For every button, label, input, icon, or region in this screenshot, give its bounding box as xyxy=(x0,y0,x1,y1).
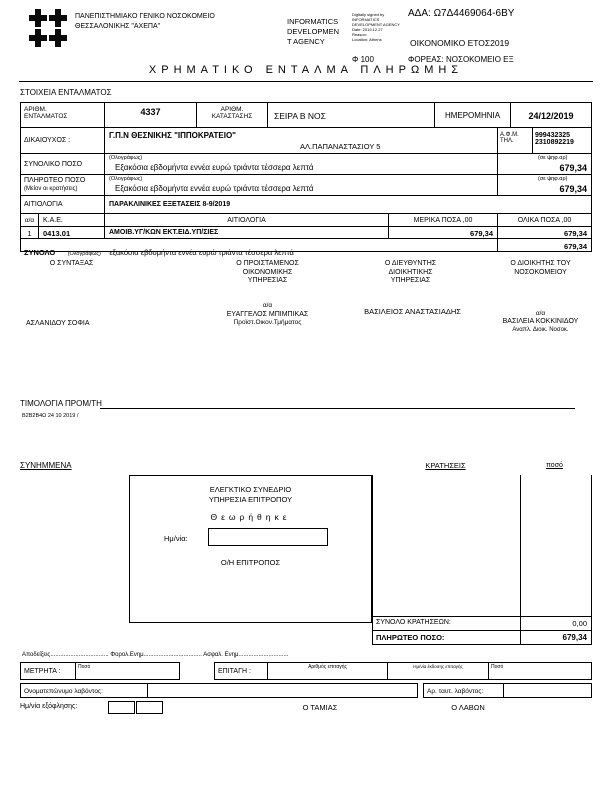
governor-title-l1: Ο ΔΙΟΙΚΗΤΗΣ ΤΟΥ xyxy=(510,260,571,267)
digital-signature-stamp xyxy=(352,12,408,42)
tel-label: ΤΗΛ. xyxy=(500,138,514,144)
beneficiary-cell xyxy=(104,127,498,154)
cheque-date-label: Ημ/νία έκδοσης επιταγής xyxy=(413,664,463,669)
agency-name: ΦΟΡΕΑΣ: ΝΟΣΟΚΟΜΕΙΟ ΕΞ xyxy=(408,55,514,64)
admin-dir-title-l3: ΥΠΗΡΕΣΙΑΣ xyxy=(390,277,431,284)
cheque-amount-label: Ποσό xyxy=(491,664,504,670)
in-digits-label: (σε ψηφ.αρ) xyxy=(538,176,568,182)
item-row-kae: 0413.01 xyxy=(38,226,105,239)
afm-tel-value-cell xyxy=(532,127,592,154)
cheque-amount-box xyxy=(488,662,592,680)
order-no-label-l2: ΕΝΤΑΛΜΑΤΟΣ xyxy=(24,113,68,120)
tel-value: 2310892219 xyxy=(535,139,574,146)
admin-dir-title-l1: Ο ΔΙΕΥΘΥΝΤΗΣ xyxy=(384,260,437,267)
finance-head-title xyxy=(205,260,330,286)
item-row-aa: 1 xyxy=(20,226,39,239)
cash-amount-box xyxy=(75,662,180,680)
total-label-cell: ΣΥΝΟΛΙΚΟ ΠΟΣΟ xyxy=(20,153,105,175)
net-payable-label: ΠΛΗΡΩΤΕΟ ΠΟΣΟ: xyxy=(376,633,445,642)
cashier-label: Ο ΤΑΜΙΑΣ xyxy=(302,703,338,712)
beneficiary-address: ΑΛ.ΠΑΠΑΝΑΣΤΑΣΙΟΥ 5 xyxy=(300,142,381,151)
items-header-partial: ΜΕΡΙΚΑ ΠΟΣΑ ,00 xyxy=(388,213,498,227)
date-label-cell: ΗΜΕΡΟΜΗΝΙΑ xyxy=(434,102,511,128)
audit-commissioner-label: Ο/Η ΕΠΙΤΡΟΠΟΣ xyxy=(220,558,281,567)
payable-amount-cell xyxy=(497,174,592,196)
afm-label: Α.Φ.Μ. xyxy=(500,132,519,138)
signature-stamp-line: Location: Athens xyxy=(352,37,382,42)
invoices-label: ΤΙΜΟΛΟΓΙΑ ΠΡΟΜ/ΤΗ xyxy=(20,399,102,408)
date-value-cell: 24/12/2019 xyxy=(510,102,592,128)
payee-name-box xyxy=(147,683,418,698)
beneficiary-label-cell: ΔΙΚΑΙΟΥΧΟΣ : xyxy=(20,127,105,154)
signature-stamp-line: DEVELOPMENT AGENCY xyxy=(352,22,400,27)
items-header-kae: Κ.Α.Ε. xyxy=(38,213,105,227)
item-row-reason: ΑΜΟΙΒ.ΥΓ/ΚΩΝ ΕΚΤ.ΕΙΔ.ΥΠ/ΣΙΕΣ xyxy=(104,226,389,239)
total-amount-cell xyxy=(497,153,592,175)
audit-date-box xyxy=(208,528,328,546)
payable-label: ΠΛΗΡΩΤΕΟ ΠΟΣΟ xyxy=(24,177,86,184)
f-code: Φ 100 xyxy=(352,55,374,64)
receipts-line: Αποδείξεις................................... Φορολ.Ενημ................................... Ασφαλ. Ενημ.............................. xyxy=(22,652,289,658)
governor-aa: α/α xyxy=(535,310,546,317)
title-divider xyxy=(19,81,593,82)
amount-column-label: ποσό xyxy=(546,462,563,469)
settle-date-label: Ημ/νία εξόφλησης: xyxy=(20,703,78,710)
reason-value-cell: ΠΑΡΑΚΛΙΝΙΚΕΣ ΕΞΕΤΑΣΕΙΣ 8-9/2019 xyxy=(104,195,592,214)
item-row-total: 679,34 xyxy=(497,226,592,239)
cash-amount-label: Ποσό xyxy=(78,664,91,670)
hospital-cross-logo-icon xyxy=(28,8,68,48)
items-sum-amount: 679,34 xyxy=(497,238,592,252)
page-title: ΧΡΗΜΑΤΙΚΟ ΕΝΤΑΛΜΑ ΠΛΗΡΩΜΗΣ xyxy=(148,64,464,76)
finance-head-name: ΕΥΑΓΓΕΛΟΣ ΜΠΙΜΠΙΚΑΣ xyxy=(226,310,309,318)
attachments-label: ΣΥΝΗΜΜΕΝΑ xyxy=(20,461,72,470)
org-name-line1: ΠΑΝΕΠΙΣΤΗΜΙΑΚΟ ΓΕΝΙΚΟ ΝΟΣΟΚΟΜΕΙΟ xyxy=(75,13,215,20)
payee-id-label-cell: Αρ. ταυτ. λαβόντος: xyxy=(423,683,504,698)
deductions-total-label: ΣΥΝΟΛΟ ΚΡΑΤΗΣΕΩΝ: xyxy=(376,619,451,626)
signature-stamp-line: Digitally signed by xyxy=(352,12,385,17)
payable-in-words: Εξακόσια εβδομήντα εννέα ευρώ τριάντα τέσσερα λεπτά xyxy=(115,184,314,193)
deductions-vline-right xyxy=(591,475,592,645)
governor-title-l2: ΝΟΣΟΚΟΜΕΙΟΥ xyxy=(514,268,567,276)
payable-amount: 679,34 xyxy=(559,184,587,194)
audit-line1: ΕΛΕΓΚΤΙΚΟ ΣΥΝΕΔΡΙΟ xyxy=(209,485,292,494)
items-header-aa: α/α xyxy=(20,213,39,227)
state-no-label-cell xyxy=(196,102,268,128)
finance-head-role: Προϊστ.Οικον.Τμήματος xyxy=(233,319,302,326)
fiscal-year: ΟΙΚΟΝΟΜΙΚΟ ΕΤΟΣ2019 xyxy=(410,38,510,48)
items-sum-words-label: (Ολογράφως) xyxy=(67,251,101,257)
payable-label-cell xyxy=(20,174,105,196)
recipient-label: Ο ΛΑΒΩΝ xyxy=(451,703,485,712)
invoices-line xyxy=(100,408,575,409)
items-sum-cell xyxy=(20,238,498,257)
deductions-total-value: 0,00 xyxy=(572,619,587,628)
governor-title xyxy=(478,260,603,277)
net-payable-value: 679,34 xyxy=(562,633,587,642)
ada-code: ΑΔΑ: Ω7Δ4469064-6ΒΥ xyxy=(408,8,515,19)
cheque-no-box xyxy=(267,662,388,680)
total-in-words: Εξακόσια εβδομήντα εννέα ευρώ τριάντα τέσσερα λεπτά xyxy=(115,163,314,172)
in-words-label: (Ολογράφως) xyxy=(109,176,143,182)
afm-value: 999432325 xyxy=(535,132,571,139)
deductions-label: ΚΡΑΤΗΣΕΙΣ xyxy=(425,461,466,470)
admin-dir-title-l2: ΔΙΟΙΚΗΤΙΚΗΣ xyxy=(388,268,433,276)
admin-director-title xyxy=(348,260,473,286)
audit-court-box xyxy=(129,475,372,623)
drafter-name: ΑΣΛΑΝΙΔΟΥ ΣΟΦΙΑ xyxy=(26,320,90,327)
signature-stamp-line: INFORMATICS xyxy=(352,17,380,22)
in-words-label: (Ολογράφως) xyxy=(109,155,143,161)
section-label: ΣΤΟΙΧΕΙΑ ΕΝΤΑΛΜΑΤΟΣ xyxy=(20,88,112,97)
ida-line2: DEVELOPMEN xyxy=(287,27,340,36)
finance-head-title-l2: ΟΙΚΟΝΟΜΙΚΗΣ xyxy=(242,268,293,276)
audit-date-label: Ημ/νία: xyxy=(164,534,188,543)
items-sum-in-words: εξακόσια εβδομήντα εννέα ευρώ τριάντα τέσσερα λεπτά xyxy=(109,248,294,257)
item-row-partial: 679,34 xyxy=(388,226,498,239)
governor-name: ΒΑΣΙΛΕΙΑ ΚΟΚΚΙΝΙΔΟΥ xyxy=(502,318,579,325)
series-cell: ΣΕΙΡΑ Β ΝΟΣ xyxy=(267,102,435,128)
settle-date-box-1 xyxy=(108,701,135,714)
state-no-label-l1: ΑΡΙΘΜ. xyxy=(220,106,244,113)
deductions-vline-left xyxy=(372,475,373,645)
settle-date-box-2 xyxy=(136,701,163,714)
signature-stamp-line: Date: 2019.12.27 xyxy=(352,27,383,32)
governor-signature xyxy=(478,310,603,334)
cheque-date-box xyxy=(387,662,489,680)
signature-stamp-line: Reason: xyxy=(352,32,367,37)
order-no-label-l1: ΑΡΙΘΜ. xyxy=(24,106,47,113)
order-no-value: 4337 xyxy=(104,102,197,128)
cash-label-cell: ΜΕΤΡΗΤΑ : xyxy=(20,662,76,680)
deductions-hline-1 xyxy=(372,616,592,617)
org-name-line2: ΘΕΣΣΑΛΟΝΙΚΗΣ "ΑΧΕΠΑ" xyxy=(75,23,161,30)
finance-head-title-l1: Ο ΠΡΟΙΣΤΑΜΕΝΟΣ xyxy=(236,260,299,267)
payable-sublabel: (Μείον οι κρατήσεις) xyxy=(24,186,78,192)
ida-line3: T AGENCY xyxy=(287,37,325,46)
cheque-label-cell: ΕΠΙΤΑΓΗ : xyxy=(214,662,268,680)
governor-role: Αναπλ. Διοικ. Νοσοκ. xyxy=(512,327,569,333)
order-no-label-cell xyxy=(20,102,105,128)
ida-line1: INFORMATICS xyxy=(287,17,339,26)
items-sum-label: ΣΥΝΟΛΟ xyxy=(24,248,56,257)
admin-director-name: ΒΑΣΙΛΕΙΟΣ ΑΝΑΣΤΑΣΙΑΔΗΣ xyxy=(364,307,461,316)
drafter-title: Ο ΣΥΝΤΑΞΑΣ xyxy=(49,260,94,267)
audit-approved-label: Θεωρήθηκε xyxy=(210,512,291,522)
finance-head-title-l3: ΥΠΗΡΕΣΙΑΣ xyxy=(247,277,288,284)
deductions-hline-2 xyxy=(372,630,592,631)
afm-tel-label-cell xyxy=(497,127,533,154)
total-amount: 679,34 xyxy=(559,163,587,173)
deductions-hline-3 xyxy=(372,644,592,645)
payee-id-box xyxy=(503,683,592,698)
cheque-no-label: Αριθμός επιταγής xyxy=(308,664,347,670)
invoice-ref: Β2Β2Β4Ω 24 10 2019 / xyxy=(22,413,79,419)
reason-label-cell: ΑΙΤΙΟΛΟΓΙΑ xyxy=(20,195,105,214)
finance-head-aa: α/α xyxy=(262,302,273,309)
in-digits-label: (σε ψηφ.αρ) xyxy=(538,155,568,161)
state-no-label-l2: ΚΑΤΑΣΤΑΣΗΣ xyxy=(211,113,253,120)
total-words-cell xyxy=(104,153,498,175)
audit-line2: ΥΠΗΡΕΣΙΑ ΕΠΙΤΡΟΠΟΥ xyxy=(208,495,293,504)
items-header-reason: ΑΙΤΙΟΛΟΓΙΑ xyxy=(104,213,389,227)
beneficiary-name: Γ.Π.Ν ΘΕΣΝΙΚΗΣ "ΙΠΠΟΚΡΑΤΕΙΟ" xyxy=(109,131,236,140)
payee-name-label-cell: Ονοματεπώνυμο λαβόντος: xyxy=(20,683,148,698)
finance-head-signature xyxy=(205,302,330,328)
payable-words-cell xyxy=(104,174,498,196)
items-header-total: ΟΛΙΚΑ ΠΟΣΑ ,00 xyxy=(497,213,592,227)
